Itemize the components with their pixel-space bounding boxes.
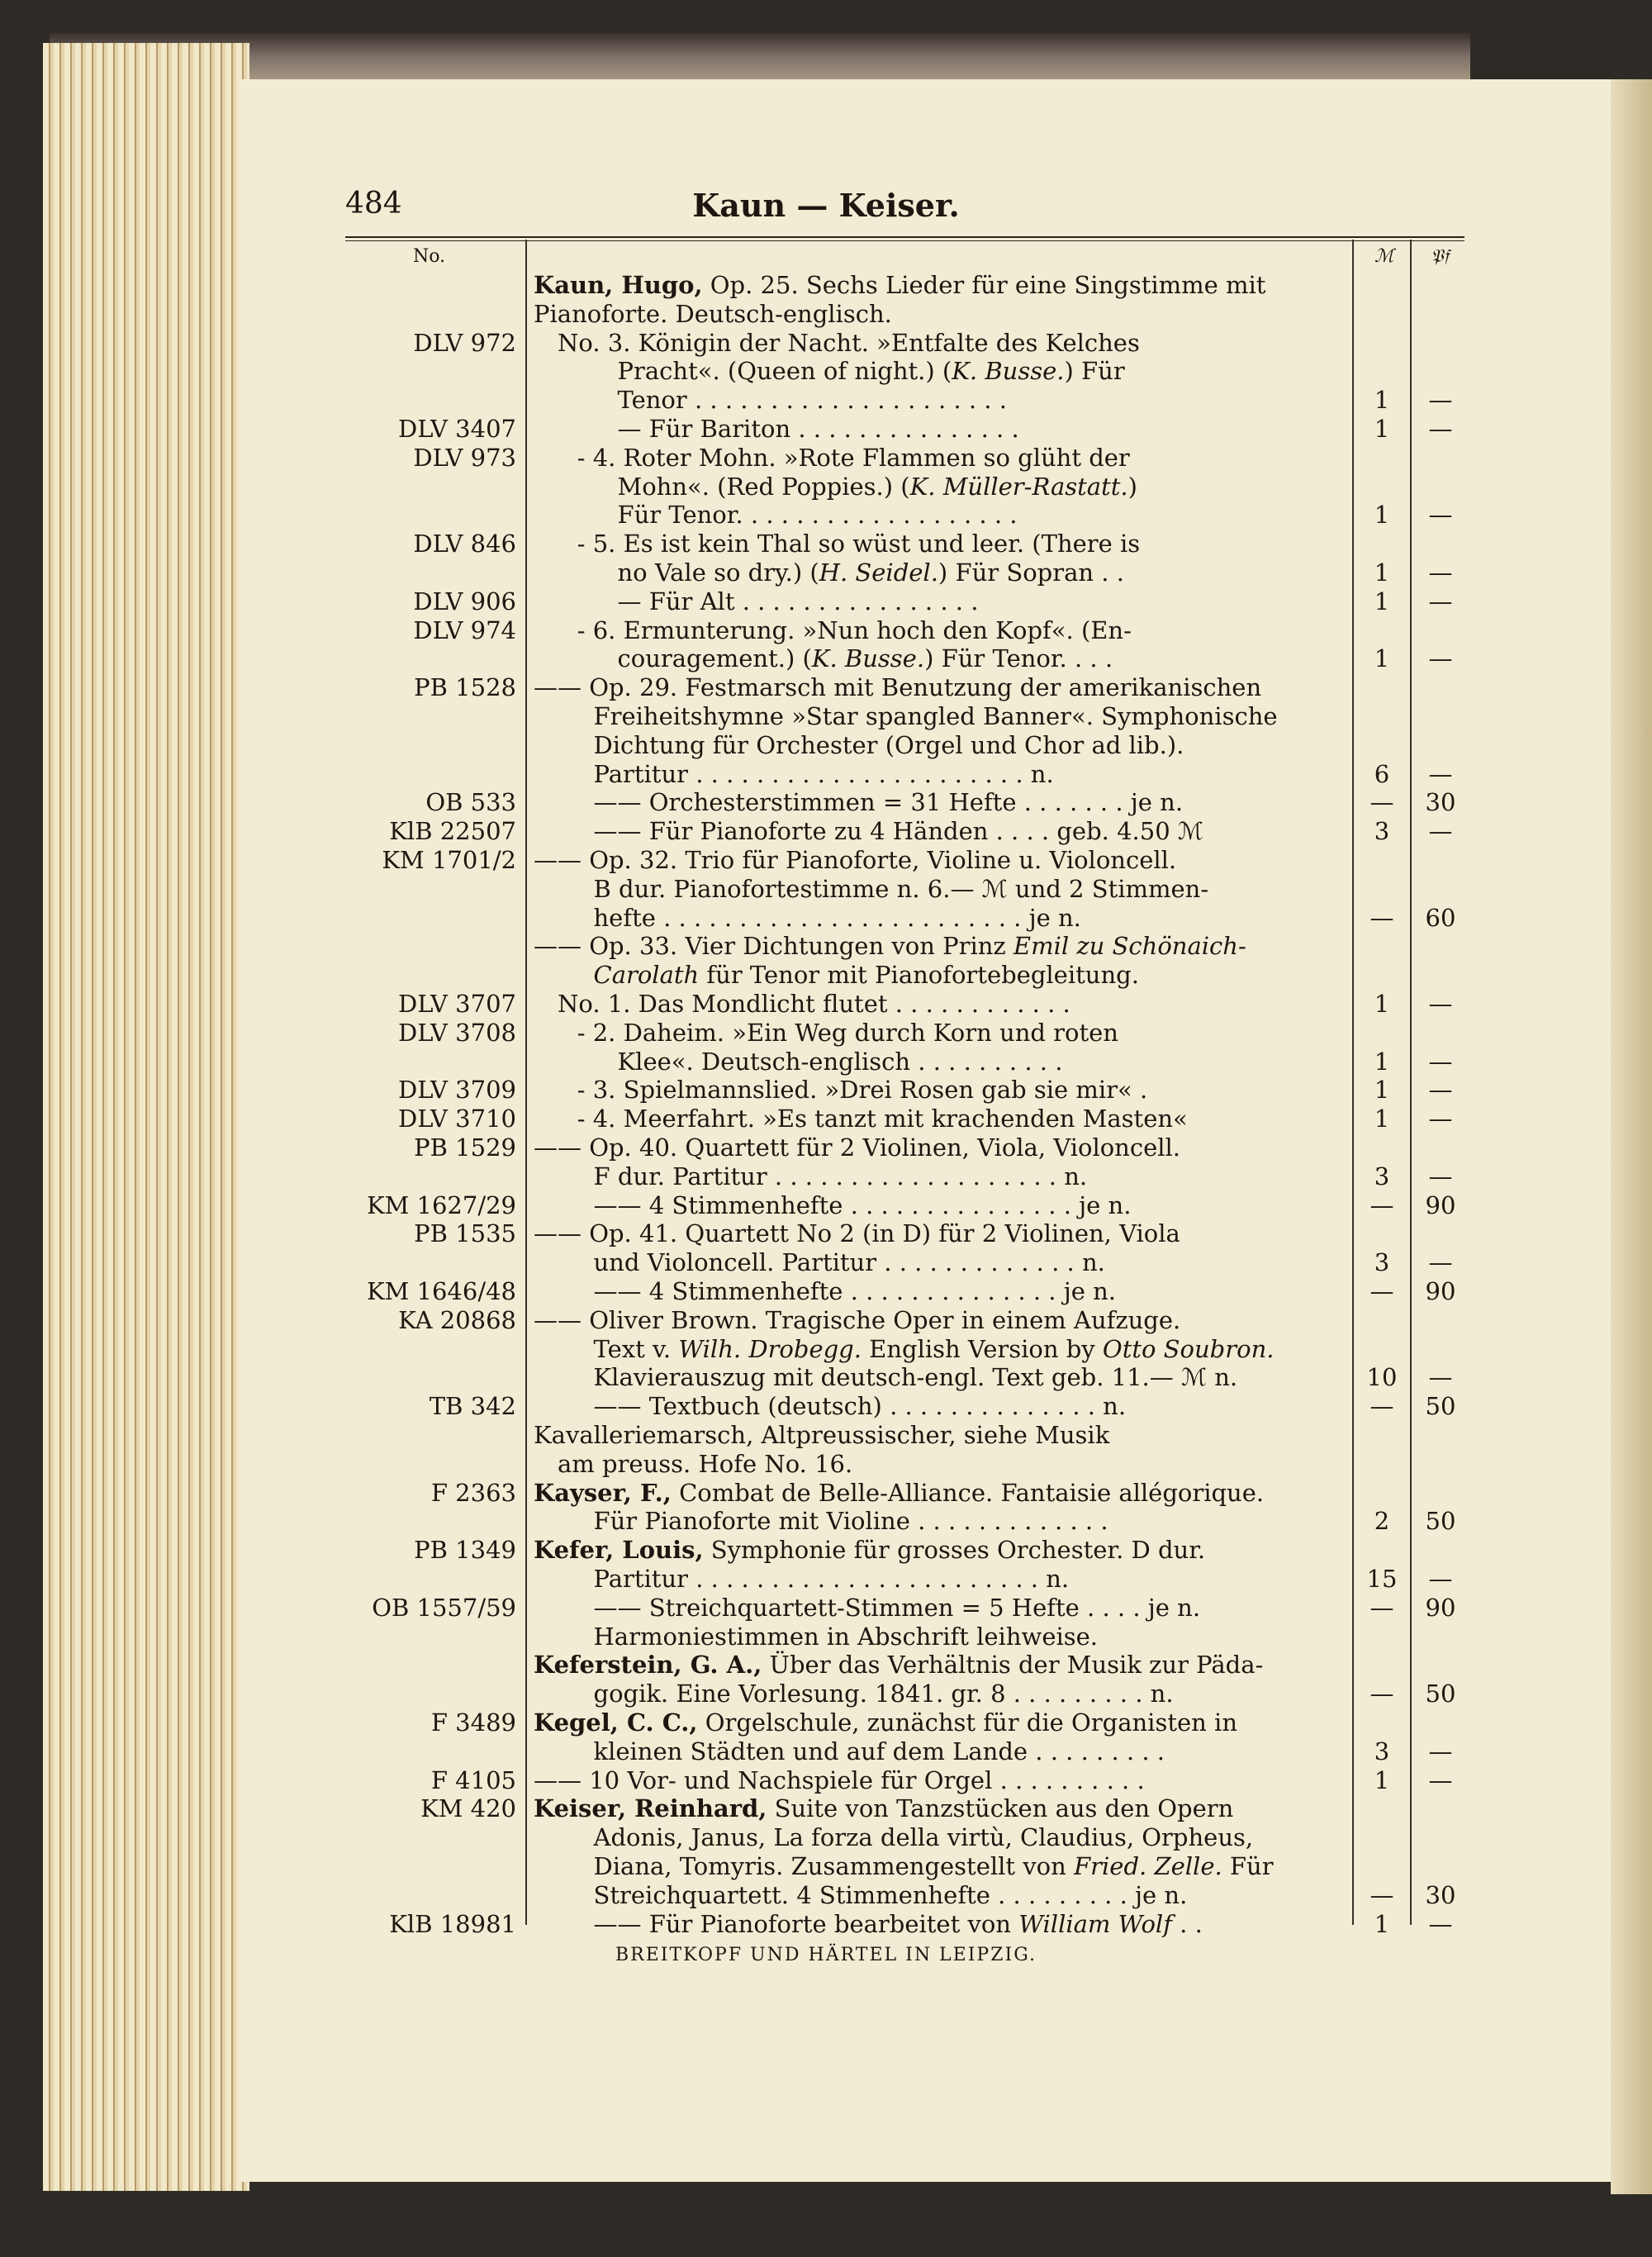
entry-text: —— Op. 29. Festmarsch mit Benutzung der amerikanischen bbox=[534, 673, 1262, 702]
entry-text: —— Op. 32. Trio für Pianoforte, Violine u. Violoncell. bbox=[534, 846, 1177, 874]
entry-text: —— 10 Vor- und Nachspiele für Orgel . . . . . . . . . . bbox=[534, 1765, 1145, 1794]
entry-text: am preuss. Hofe No. 16. bbox=[534, 1449, 853, 1478]
entry-text: Streichquartett. 4 Stimmenhefte . . . . . . . . . je n. bbox=[534, 1880, 1188, 1909]
price-pfennig: — bbox=[1428, 558, 1453, 587]
catalog-row bbox=[0, 1594, 1652, 1622]
price-pfennig: — bbox=[1428, 759, 1453, 788]
price-pfennig: — bbox=[1428, 587, 1453, 615]
price-pfennig: — bbox=[1428, 1105, 1453, 1133]
page-number: 484 bbox=[345, 187, 402, 221]
price-mark: 1 bbox=[1374, 1105, 1390, 1133]
catalog-row bbox=[0, 1766, 1652, 1794]
catalog-number: DLV 3709 bbox=[397, 1076, 516, 1105]
catalog-row bbox=[0, 1910, 1652, 1938]
catalog-row bbox=[0, 386, 1652, 414]
entry-text: Pracht«. (Queen of night.) (K. Busse.) Für bbox=[534, 357, 1125, 386]
price-pfennig: — bbox=[1428, 1076, 1453, 1105]
catalog-number: OB 533 bbox=[425, 788, 516, 817]
catalog-row bbox=[0, 329, 1652, 357]
price-pfennig: — bbox=[1428, 644, 1453, 673]
catalog-number: PB 1528 bbox=[414, 673, 516, 702]
price-pfennig: — bbox=[1428, 415, 1453, 443]
entry-text: No. 1. Das Mondlicht flutet . . . . . . . . . . . . bbox=[534, 990, 1070, 1018]
entry-text: —— Orchesterstimmen = 31 Hefte . . . . . . . je n. bbox=[534, 788, 1184, 817]
price-mark: — bbox=[1370, 1680, 1394, 1708]
catalog-number: OB 1557/59 bbox=[372, 1593, 516, 1622]
price-mark: — bbox=[1370, 788, 1394, 817]
catalog-number: DLV 906 bbox=[413, 587, 516, 615]
catalog-number: DLV 3707 bbox=[397, 990, 516, 1018]
catalog-row bbox=[0, 1421, 1652, 1449]
entry-text: —— 4 Stimmenhefte . . . . . . . . . . . . . . je n. bbox=[534, 1277, 1117, 1305]
catalog-row bbox=[0, 1852, 1652, 1880]
catalog-row bbox=[0, 1335, 1652, 1363]
entry-text: Klee«. Deutsch-englisch . . . . . . . . . . bbox=[534, 1047, 1063, 1076]
catalog-row bbox=[0, 904, 1652, 932]
catalog-row bbox=[0, 415, 1652, 443]
entry-text: Dichtung für Orchester (Orgel und Chor ad lib.). bbox=[534, 730, 1184, 759]
catalog-row bbox=[0, 1019, 1652, 1047]
price-mark: 1 bbox=[1374, 1909, 1390, 1938]
catalog-row bbox=[0, 1048, 1652, 1076]
catalog-number: DLV 974 bbox=[413, 615, 516, 644]
price-mark: — bbox=[1370, 1593, 1394, 1622]
catalog-row bbox=[0, 1823, 1652, 1851]
entry-text: Carolath für Tenor mit Pianofortebegleitung. bbox=[593, 961, 1139, 990]
catalog-row bbox=[0, 271, 1652, 299]
catalog-row bbox=[0, 1191, 1652, 1219]
catalog-number: PB 1529 bbox=[414, 1133, 516, 1162]
catalog-number: PB 1349 bbox=[414, 1536, 516, 1565]
catalog-row bbox=[0, 300, 1652, 328]
entry-text: F dur. Partitur . . . . . . . . . . . . . . . . . . . n. bbox=[534, 1162, 1088, 1190]
catalog-row bbox=[0, 1536, 1652, 1564]
price-mark: 1 bbox=[1374, 1765, 1390, 1794]
entry-text: Keferstein, G. A., Über das Verhältnis der Musik zur Päda- bbox=[534, 1651, 1264, 1680]
entry-text: —— Oliver Brown. Tragische Oper in einem Aufzuge. bbox=[534, 1305, 1181, 1334]
catalog-row bbox=[0, 1479, 1652, 1507]
price-mark: 1 bbox=[1374, 1076, 1390, 1105]
catalog-number: F 3489 bbox=[430, 1708, 516, 1737]
catalog-number: DLV 3407 bbox=[397, 415, 516, 443]
catalog-number: DLV 3710 bbox=[397, 1105, 516, 1133]
price-pfennig: — bbox=[1428, 1363, 1453, 1392]
catalog-row bbox=[0, 357, 1652, 385]
entry-text: - 6. Ermunterung. »Nun hoch den Kopf«. (En- bbox=[534, 615, 1132, 644]
price-pfennig: 50 bbox=[1425, 1392, 1456, 1421]
catalog-number: F 2363 bbox=[430, 1478, 516, 1507]
entry-text: —— Für Pianoforte zu 4 Händen . . . . geb. 4.50 ℳ bbox=[534, 817, 1203, 846]
catalog-row bbox=[0, 558, 1652, 587]
price-mark: 3 bbox=[1374, 1162, 1390, 1190]
price-mark: 3 bbox=[1374, 1248, 1390, 1277]
catalog-row bbox=[0, 1248, 1652, 1276]
running-title: Kaun — Keiser. bbox=[692, 187, 960, 224]
catalog-row bbox=[0, 817, 1652, 845]
price-mark: 2 bbox=[1374, 1507, 1390, 1536]
entry-text: Text v. Wilh. Drobegg. English Version by Otto Soubron. bbox=[534, 1334, 1275, 1363]
entry-text: Kayser, F., Combat de Belle-Alliance. Fantaisie allégorique. bbox=[534, 1478, 1265, 1507]
catalog-row bbox=[0, 1277, 1652, 1305]
price-mark: — bbox=[1370, 1880, 1394, 1909]
price-mark: 1 bbox=[1374, 386, 1390, 415]
catalog-row bbox=[0, 1392, 1652, 1420]
entry-text: - 4. Roter Mohn. »Rote Flammen so glüht der bbox=[534, 443, 1130, 472]
entry-text: Tenor . . . . . . . . . . . . . . . . . . . . . bbox=[534, 386, 1007, 415]
catalog-number: KlB 18981 bbox=[389, 1909, 516, 1938]
publisher-footer: BREITKOPF UND HÄRTEL IN LEIPZIG. bbox=[615, 1945, 1037, 1965]
entry-text: —— Op. 33. Vier Dichtungen von Prinz Emil zu Schönaich- bbox=[534, 932, 1246, 961]
price-mark: — bbox=[1370, 1277, 1394, 1305]
price-pfennig: 60 bbox=[1425, 903, 1456, 932]
price-mark: 1 bbox=[1374, 415, 1390, 443]
catalog-row bbox=[0, 1363, 1652, 1391]
price-pfennig: — bbox=[1428, 1047, 1453, 1076]
entry-text: Kefer, Louis, Symphonie für grosses Orchester. D dur. bbox=[534, 1536, 1206, 1565]
price-pfennig: — bbox=[1428, 990, 1453, 1018]
catalog-row bbox=[0, 760, 1652, 788]
price-pfennig: — bbox=[1428, 386, 1453, 415]
catalog-number: DLV 972 bbox=[413, 328, 516, 357]
entry-text: - 4. Meerfahrt. »Es tanzt mit krachenden Masten« bbox=[534, 1105, 1188, 1133]
entry-text: —— Streichquartett-Stimmen = 5 Hefte . . . . je n. bbox=[534, 1593, 1201, 1622]
entry-text: kleinen Städten und auf dem Lande . . . . . . . . . bbox=[534, 1737, 1165, 1765]
entry-text: - 2. Daheim. »Ein Weg durch Korn und roten bbox=[534, 1018, 1118, 1047]
entry-text: hefte . . . . . . . . . . . . . . . . . . . . . . . . je n. bbox=[534, 903, 1081, 932]
catalog-row bbox=[0, 1162, 1652, 1190]
catalog-number: DLV 973 bbox=[413, 443, 516, 472]
entry-text: Klavierauszug mit deutsch-engl. Text geb. 11.— ℳ n. bbox=[534, 1363, 1238, 1392]
entry-text: No. 3. Königin der Nacht. »Entfalte des Kelches bbox=[534, 328, 1140, 357]
price-pfennig: — bbox=[1428, 1737, 1453, 1765]
catalog-number: PB 1535 bbox=[414, 1219, 516, 1248]
price-pfennig: — bbox=[1428, 1565, 1453, 1593]
catalog-row bbox=[0, 932, 1652, 960]
catalog-row bbox=[0, 1881, 1652, 1909]
entry-text: - 5. Es ist kein Thal so wüst und leer. (There is bbox=[534, 530, 1141, 558]
catalog-row bbox=[0, 501, 1652, 529]
catalog-number: KM 1646/48 bbox=[366, 1277, 516, 1305]
entry-text: Für Tenor. . . . . . . . . . . . . . . . . . . bbox=[534, 501, 1018, 530]
entry-text: —— 4 Stimmenhefte . . . . . . . . . . . . . . . je n. bbox=[534, 1190, 1132, 1219]
price-mark: 15 bbox=[1366, 1565, 1398, 1593]
price-mark: — bbox=[1370, 903, 1394, 932]
catalog-row bbox=[0, 1105, 1652, 1133]
catalog-row bbox=[0, 990, 1652, 1018]
catalog-row bbox=[0, 1680, 1652, 1708]
entry-text: Mohn«. (Red Poppies.) (K. Müller-Rastatt.) bbox=[534, 472, 1137, 501]
catalog-row bbox=[0, 1133, 1652, 1162]
price-mark: 1 bbox=[1374, 1047, 1390, 1076]
catalog-row bbox=[0, 875, 1652, 903]
price-mark: — bbox=[1370, 1392, 1394, 1421]
price-mark: 3 bbox=[1374, 1737, 1390, 1765]
catalog-row bbox=[0, 1450, 1652, 1478]
catalog-row bbox=[0, 961, 1652, 989]
price-mark: — bbox=[1370, 1190, 1394, 1219]
entry-text: Partitur . . . . . . . . . . . . . . . . . . . . . . . n. bbox=[534, 1565, 1070, 1593]
catalog-row bbox=[0, 1306, 1652, 1334]
catalog-number: DLV 3708 bbox=[397, 1018, 516, 1047]
entry-text: gogik. Eine Vorlesung. 1841. gr. 8 . . . . . . . . . n. bbox=[534, 1680, 1174, 1708]
catalog-number: F 4105 bbox=[430, 1765, 516, 1794]
catalog-row bbox=[0, 616, 1652, 644]
catalog-number: KM 1627/29 bbox=[366, 1190, 516, 1219]
catalog-row bbox=[0, 1623, 1652, 1651]
price-pfennig: 50 bbox=[1425, 1680, 1456, 1708]
entry-text: Pianoforte. Deutsch-englisch. bbox=[534, 299, 892, 328]
entry-text: Partitur . . . . . . . . . . . . . . . . . . . . . . n. bbox=[534, 759, 1054, 788]
entry-text: —— Textbuch (deutsch) . . . . . . . . . . . . . . n. bbox=[534, 1392, 1127, 1421]
entry-text: Kaun, Hugo, Op. 25. Sechs Lieder für eine Singstimme mit bbox=[534, 271, 1266, 299]
price-pfennig: 90 bbox=[1425, 1277, 1456, 1305]
price-mark: 6 bbox=[1374, 759, 1390, 788]
catalog-row bbox=[0, 1708, 1652, 1737]
catalog-row bbox=[0, 1737, 1652, 1765]
entry-text: - 3. Spielmannslied. »Drei Rosen gab sie mir« . bbox=[534, 1076, 1148, 1105]
price-pfennig: 90 bbox=[1425, 1593, 1456, 1622]
entry-text: couragement.) (K. Busse.) Für Tenor. . . . bbox=[534, 644, 1113, 673]
catalog-row bbox=[0, 731, 1652, 759]
price-pfennig: — bbox=[1428, 1162, 1453, 1190]
price-pfennig: — bbox=[1428, 817, 1453, 846]
catalog-row bbox=[0, 846, 1652, 874]
catalog-row bbox=[0, 587, 1652, 615]
price-pfennig: 30 bbox=[1425, 788, 1456, 817]
catalog-row bbox=[0, 530, 1652, 558]
entry-text: Diana, Tomyris. Zusammengestellt von Fried. Zelle. Für bbox=[534, 1852, 1274, 1880]
header-rule-thin bbox=[345, 240, 1464, 241]
catalog-row bbox=[0, 473, 1652, 501]
entry-text: —— Op. 41. Quartett No 2 (in D) für 2 Violinen, Viola bbox=[534, 1219, 1180, 1248]
entry-text: Adonis, Janus, La forza della virtù, Claudius, Orpheus, bbox=[534, 1823, 1254, 1852]
catalog-number: KA 20868 bbox=[398, 1305, 516, 1334]
catalog-row bbox=[0, 444, 1652, 472]
price-mark: 3 bbox=[1374, 817, 1390, 846]
catalog-row bbox=[0, 1565, 1652, 1593]
entry-text: Kavalleriemarsch, Altpreussischer, siehe Musik bbox=[534, 1421, 1110, 1449]
header-rule bbox=[345, 236, 1464, 238]
catalog-number: TB 342 bbox=[429, 1392, 516, 1421]
price-pfennig: — bbox=[1428, 501, 1453, 530]
entry-text: Freiheitshymne »Star spangled Banner«. Symphonische bbox=[534, 702, 1278, 730]
entry-text: Für Pianoforte mit Violine . . . . . . . . . . . . . bbox=[534, 1507, 1108, 1536]
catalog-row bbox=[0, 673, 1652, 701]
entry-text: — Für Bariton . . . . . . . . . . . . . . . bbox=[534, 415, 1019, 443]
catalog-number: KlB 22507 bbox=[389, 817, 516, 846]
price-mark: 1 bbox=[1374, 644, 1390, 673]
entry-text: und Violoncell. Partitur . . . . . . . . . . . . . n. bbox=[534, 1248, 1105, 1277]
column-header-pfennig: 𝔓𝔣 bbox=[1431, 246, 1450, 267]
catalog-number: KM 1701/2 bbox=[382, 846, 516, 874]
price-pfennig: 50 bbox=[1425, 1507, 1456, 1536]
price-mark: 1 bbox=[1374, 587, 1390, 615]
catalog-row bbox=[0, 644, 1652, 672]
catalog-row bbox=[0, 702, 1652, 730]
entry-text: Harmoniestimmen in Abschrift leihweise. bbox=[534, 1622, 1099, 1651]
price-pfennig: 30 bbox=[1425, 1880, 1456, 1909]
column-header-mark: ℳ bbox=[1374, 246, 1394, 267]
catalog-row bbox=[0, 1794, 1652, 1822]
entry-text: — Für Alt . . . . . . . . . . . . . . . . bbox=[534, 587, 979, 615]
price-mark: 1 bbox=[1374, 501, 1390, 530]
price-mark: 10 bbox=[1366, 1363, 1398, 1392]
catalog-row bbox=[0, 1219, 1652, 1247]
entry-text: —— Für Pianoforte bearbeitet von William Wolf . . bbox=[534, 1909, 1203, 1938]
price-pfennig: — bbox=[1428, 1909, 1453, 1938]
catalog-number: KM 420 bbox=[420, 1794, 516, 1823]
catalog-number: DLV 846 bbox=[413, 530, 516, 558]
catalog-row bbox=[0, 1651, 1652, 1679]
catalog-row bbox=[0, 1076, 1652, 1104]
entry-text: Kegel, C. C., Orgelschule, zunächst für die Organisten in bbox=[534, 1708, 1237, 1737]
entry-text: —— Op. 40. Quartett für 2 Violinen, Viola, Violoncell. bbox=[534, 1133, 1181, 1162]
price-pfennig: — bbox=[1428, 1248, 1453, 1277]
price-pfennig: — bbox=[1428, 1765, 1453, 1794]
entry-text: B dur. Pianofortestimme n. 6.— ℳ und 2 Stimmen- bbox=[534, 874, 1209, 903]
catalog-row bbox=[0, 788, 1652, 816]
entry-text: Keiser, Reinhard, Suite von Tanzstücken aus den Opern bbox=[534, 1794, 1234, 1823]
price-mark: 1 bbox=[1374, 990, 1390, 1018]
column-header-no: No. bbox=[413, 246, 446, 267]
price-pfennig: 90 bbox=[1425, 1190, 1456, 1219]
price-mark: 1 bbox=[1374, 558, 1390, 587]
entry-text: no Vale so dry.) (H. Seidel.) Für Sopran . . bbox=[534, 558, 1124, 587]
catalog-row bbox=[0, 1507, 1652, 1535]
